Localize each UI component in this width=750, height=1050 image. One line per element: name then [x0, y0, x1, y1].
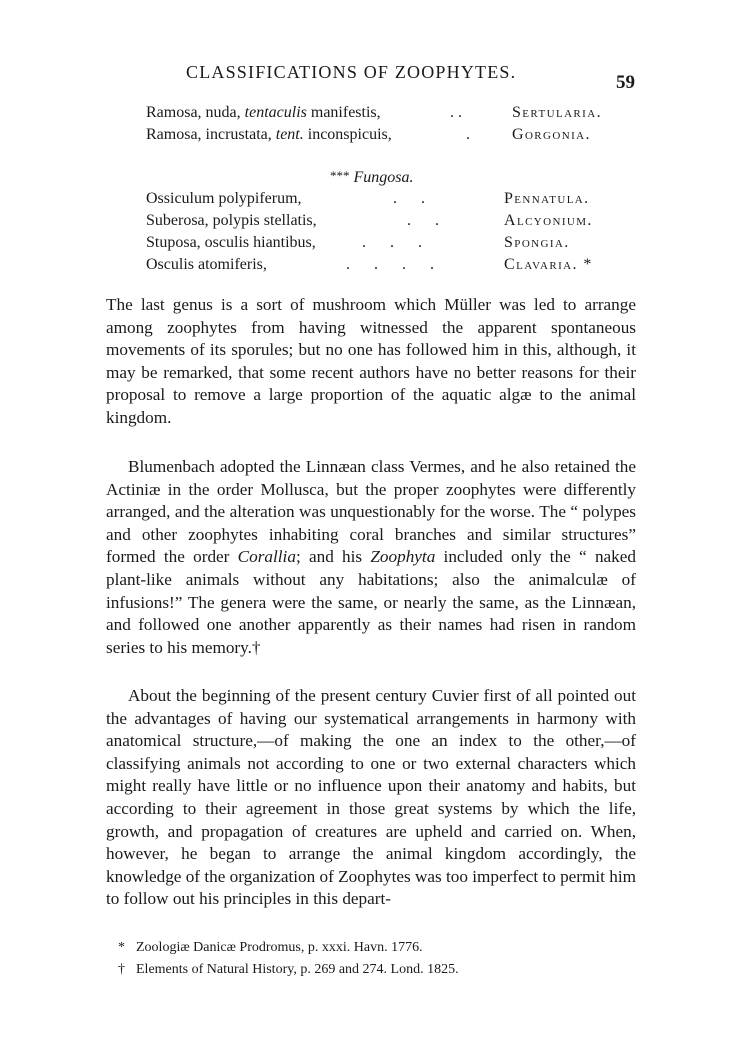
footnote-text: Zoologiæ Danicæ Prodromus, p. xxxi. Havn. 1776.	[136, 940, 423, 955]
row-description: Stuposa, osculis hiantibus,	[146, 234, 316, 251]
classification-row	[0, 104, 750, 126]
footnote-mark: †	[118, 962, 125, 977]
group-name: Fungosa.	[353, 169, 414, 186]
footnotes	[118, 940, 459, 984]
row-leader-dots: . .	[407, 212, 439, 229]
group-heading	[330, 168, 414, 187]
genus-name: Sertularia.	[512, 104, 602, 121]
footnote	[118, 940, 459, 962]
running-title: CLASSIFICATIONS OF ZOOPHYTES.	[186, 62, 517, 82]
classification-row	[0, 234, 750, 256]
row-leader-dots: . . . .	[346, 256, 434, 273]
footnote-mark: *	[118, 940, 125, 955]
genus-name: Spongia.	[504, 234, 570, 251]
genus-name: Gorgonia.	[512, 126, 591, 143]
row-description: Ramosa, nuda, tentaculis manifestis,	[146, 104, 381, 121]
row-description: Osculis atomiferis,	[146, 256, 267, 273]
page-number: 59	[616, 72, 635, 93]
genus-name: Clavaria. *	[504, 256, 593, 273]
classification-row	[0, 126, 750, 148]
body-paragraph: Blumenbach adopted the Linnæan class Vermes, and he also retained the Actiniæ in the order Mollusca, but the proper zoophytes were differently arranged, and the alteration was unquestionably for the worse. The “ polypes and other zoophytes inhabiting coral branches and similar structures” formed the order Corallia; and his Zoophyta included only the “ naked plant-like animals without any habitations; also the animalculæ of infusions!” The genera were the same, or nearly the same, as the Linnæan, and followed one another apparently as their names had risen in random series to his memory.†	[106, 457, 636, 657]
genus-name: Alcyonium.	[504, 212, 593, 229]
group-stars: ***	[330, 168, 350, 183]
row-description: Ossiculum polypiferum,	[146, 190, 302, 207]
row-description: Suberosa, polypis stellatis,	[146, 212, 317, 229]
body-paragraph: The last genus is a sort of mushroom which Müller was led to arrange among zoophytes from having witnessed the apparent spontaneous movements of its sporules; but no one has followed him in this, although, it may be remarked, that some recent authors have no better reasons for their proposal to remove a large proportion of the aquatic algæ to the animal kingdom.	[106, 295, 636, 427]
row-leader-dots: .	[466, 126, 470, 143]
row-leader-dots: . .	[450, 104, 462, 121]
footnote-text: Elements of Natural History, p. 269 and 274. Lond. 1825.	[136, 962, 459, 977]
genus-name: Pennatula.	[504, 190, 590, 207]
body-paragraph: About the beginning of the present century Cuvier first of all pointed out the advantages of having our systematical arrangements in harmony with anatomical structure,—of making the one an index to the other,—of classifying animals not according to one or two external characters which might really have little or no influence upon their anatomy and habits, but according to their agreement in those great systems by which the life, growth, and propagation of creatures are upheld and carried on. When, however, he began to arrange the animal kingdom accordingly, the knowledge of the organization of Zoophytes was too imperfect to permit him to follow out his principles in this depart-	[106, 686, 636, 909]
row-leader-dots: . . .	[362, 234, 422, 251]
classification-row	[0, 256, 750, 278]
classification-row	[0, 190, 750, 212]
footnote	[118, 962, 459, 984]
classification-row	[0, 212, 750, 234]
row-description: Ramosa, incrustata, tent. inconspicuis,	[146, 126, 392, 143]
row-leader-dots: . .	[393, 190, 425, 207]
